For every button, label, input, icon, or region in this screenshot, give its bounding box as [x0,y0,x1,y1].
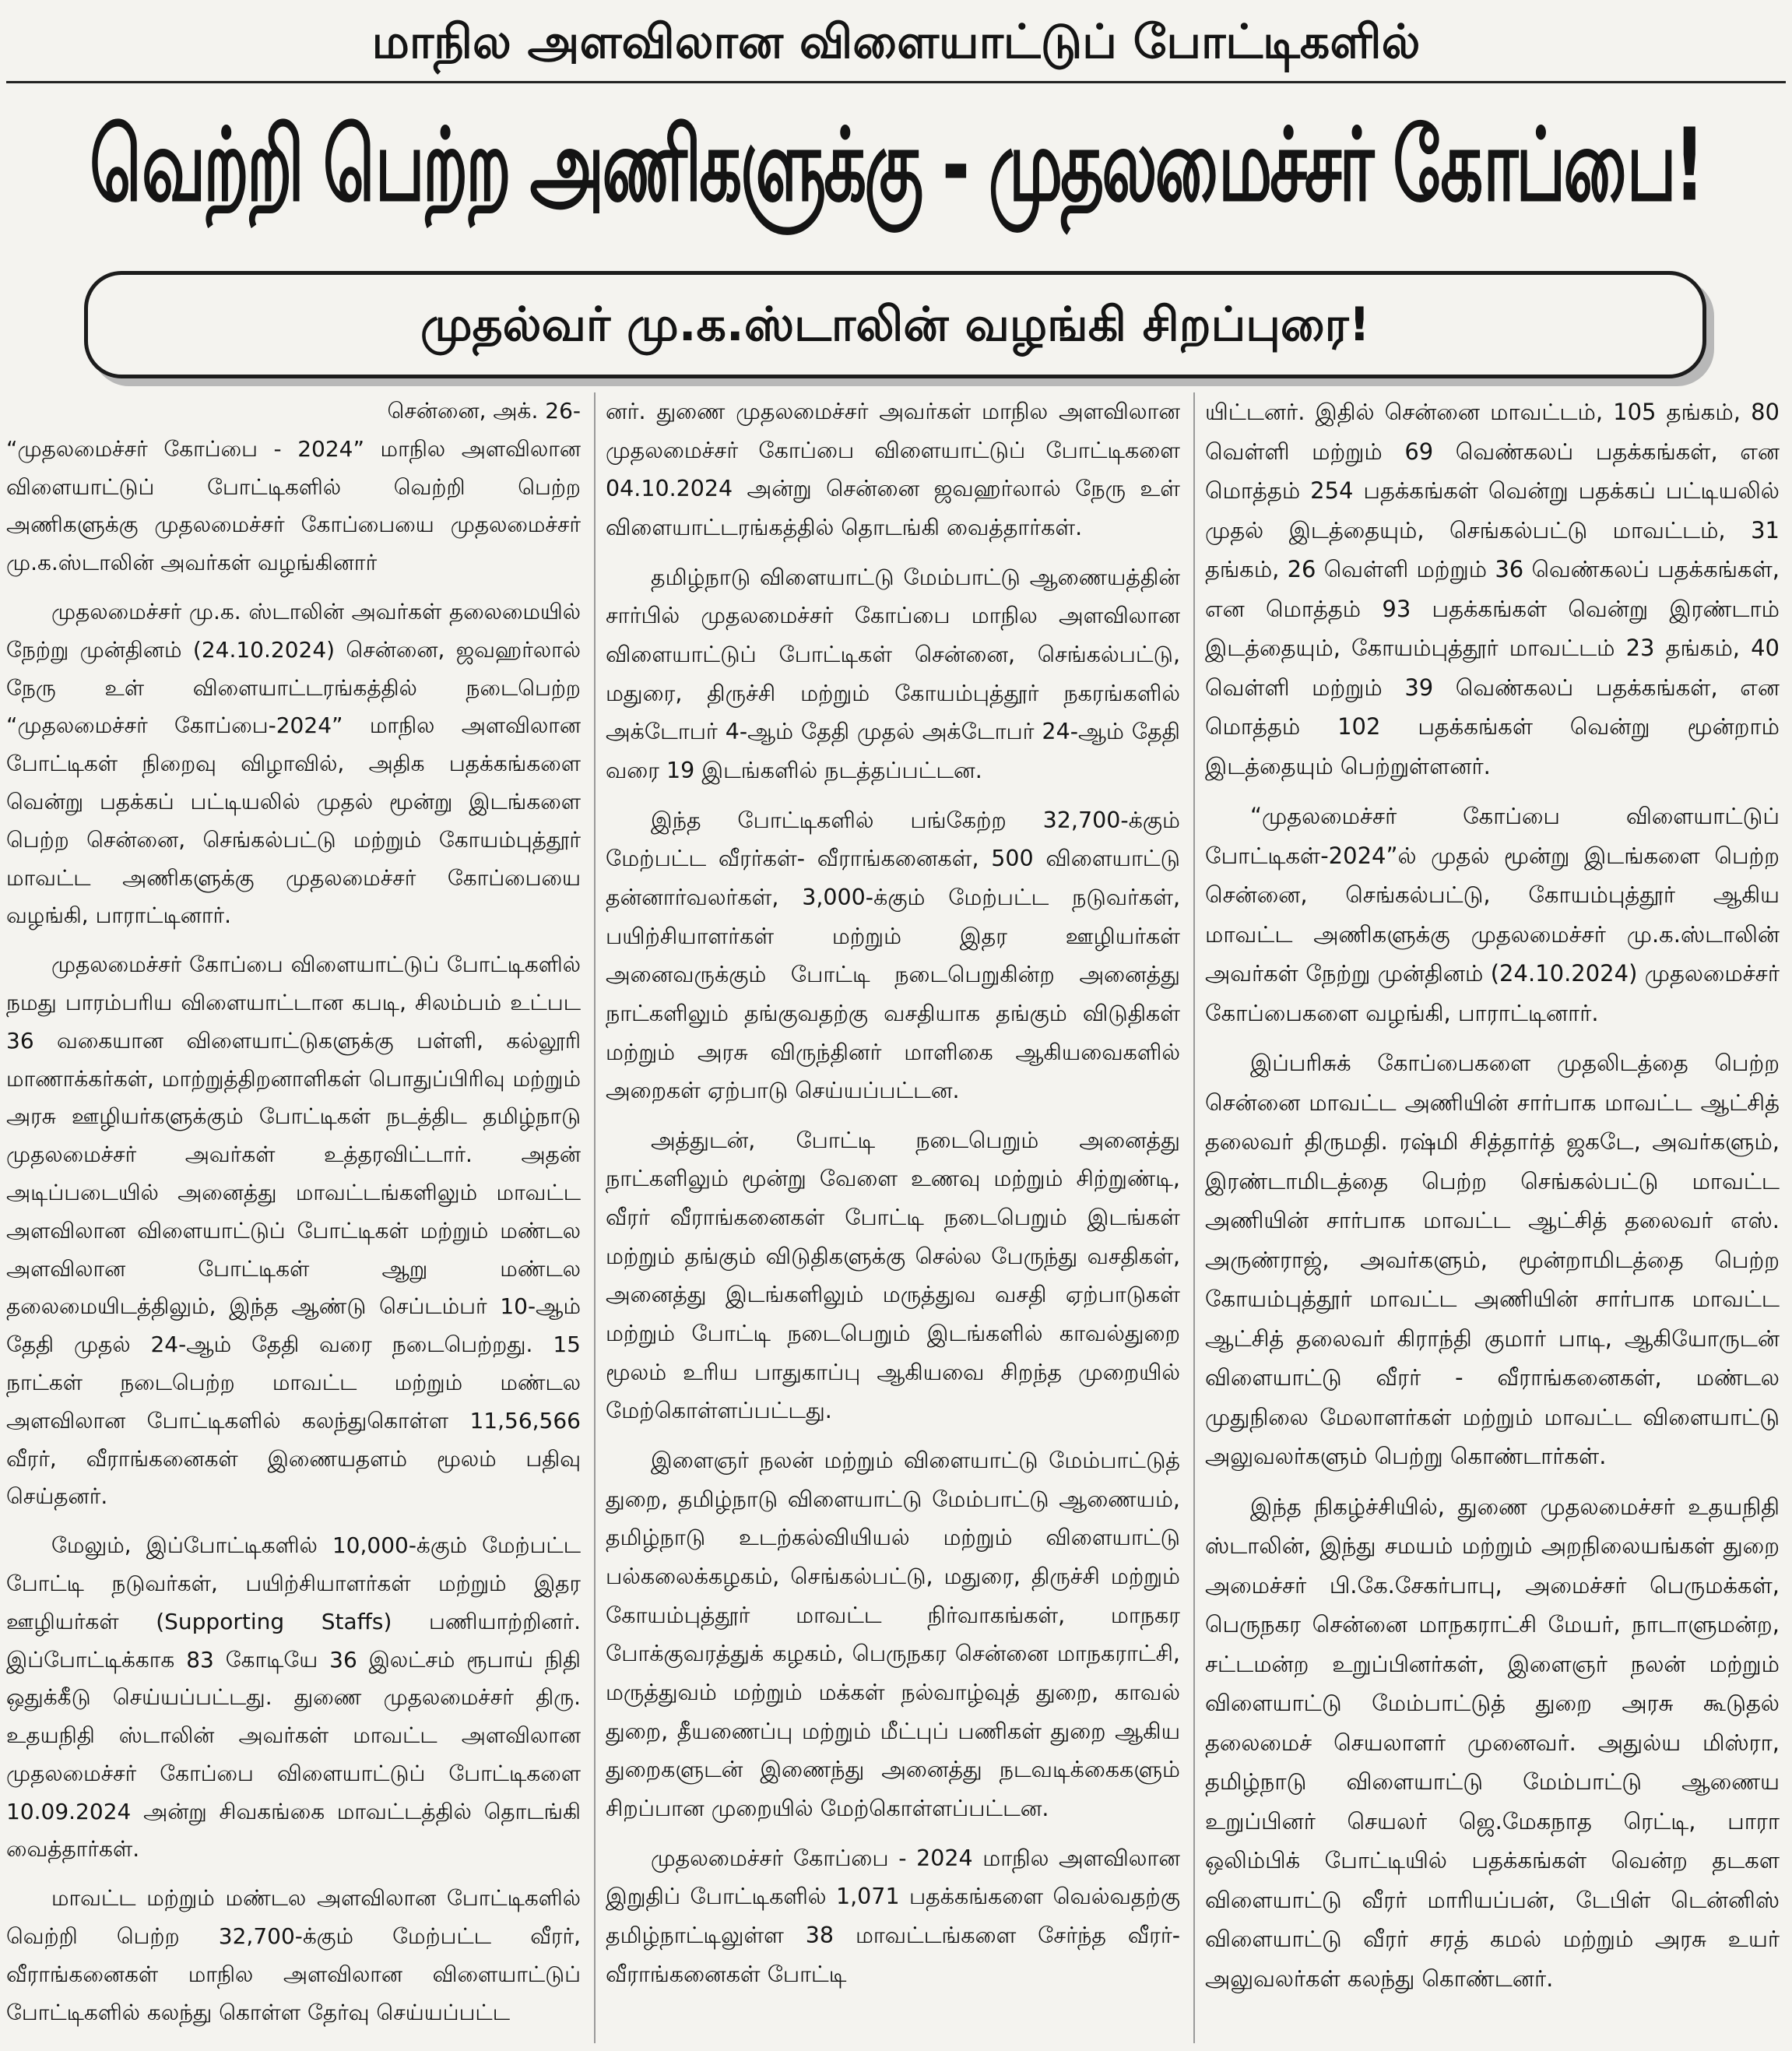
article-paragraph: இப்பரிசுக் கோப்பைகளை முதலிடத்தை பெற்ற சென்னை மாவட்ட அணியின் சார்பாக மாவட்ட ஆட்சித் தலைவர் திருமதி. ரஷ்மி சித்தார்த் ஜகடே, அவர்களும், இரண்டாமிடத்தை பெற்ற செங்கல்பட்டு மாவட்ட அணியின் சார்பாக மாவட்ட ஆட்சித் தலைவர் எஸ். அருண்ராஜ், அவர்களும், மூன்றாமிடத்தை பெற்ற கோயம்புத்தூர் மாவட்ட அணியின் சார்பாக மாவட்ட ஆட்சித் தலைவர் கிராந்தி குமார் பாடி, ஆகியோருடன் விளையாட்டு வீரர் - வீராங்கனைகள், மண்டல முதுநிலை மேலாளர்கள் மற்றும் மாவட்ட விளையாட்டு அலுவலர்களும் பெற்று கொண்டார்கள். [1205,1050,1780,1469]
article-paragraph: யிட்டனர். இதில் சென்னை மாவட்டம், 105 தங்கம், 80 வெள்ளி மற்றும் 69 வெண்கலப் பதக்கங்கள், என மொத்தம் 254 பதக்கங்கள் வென்று பதக்கப் பட்டியலில் முதல் இடத்தையும், செங்கல்பட்டு மாவட்டம், 31 தங்கம், 26 வெள்ளி மற்றும் 36 வெண்கலப் பதக்கங்கள், என மொத்தம் 93 பதக்கங்கள் வென்று இரண்டாம் இடத்தையும், கோயம்புத்தூர் மாவட்டம் 23 தங்கம், 40 வெள்ளி மற்றும் 39 வெண்கலப் பதக்கங்கள், என மொத்தம் 102 பதக்கங்கள் வென்று மூன்றாம் இடத்தையும் பெற்றுள்ளனர். [1205,399,1780,779]
article-paragraph: இந்த போட்டிகளில் பங்கேற்ற 32,700-க்கும் மேற்பட்ட வீரர்கள்- வீராங்கனைகள், 500 விளையாட்டு தன்னார்வலர்கள், 3,000-க்கும் மேற்பட்ட நடுவர்கள், பயிற்சியாளர்கள் மற்றும் இதர ஊழியர்கள் அனைவருக்கும் போட்டி நடைபெறுகின்ற அனைத்து நாட்களிலும் தங்குவதற்கு வசதியாக தங்கும் விடுதிகள் மற்றும் அரசு விருந்தினர் மாளிகை ஆகியவைகளில் அறைகள் ஏற்பாடு செய்யப்பட்டன. [606,807,1180,1104]
article-column-3 [1205,392,1780,2043]
column-divider [594,392,596,2043]
subhead-box [84,271,1706,378]
article-paragraph: அத்துடன், போட்டி நடைபெறும் அனைத்து நாட்களிலும் மூன்று வேளை உணவு மற்றும் சிற்றுண்டி, வீரர் வீராங்கனைகள் போட்டி நடைபெறும் இடங்கள் மற்றும் தங்கும் விடுதிகளுக்கு செல்ல பேருந்து வசதிகள், அனைத்து இடங்களிலும் மருத்துவ வசதி ஏற்பாடுகள் மற்றும் போட்டி நடைபெறும் இடங்களில் காவல்துறை மூலம் உரிய பாதுகாப்பு ஆகியவை சிறந்த முறையில் மேற்கொள்ளப்பட்டது. [606,1127,1180,1424]
article-paragraph: னர். துணை முதலமைச்சர் அவர்கள் மாநில அளவிலான முதலமைச்சர் கோப்பை விளையாட்டுப் போட்டிகளை 04.10.2024 அன்று சென்னை ஜவஹர்லால் நேரு உள் விளையாட்டரங்கத்தில் தொடங்கி வைத்தார்கள். [606,399,1180,540]
subhead: முதல்வர் மு.க.ஸ்டாலின் வழங்கி சிறப்புரை! [420,297,1371,352]
kicker-headline: மாநில அளவிலான விளையாட்டுப் போட்டிகளில் [371,15,1421,69]
article-paragraph: மேலும், இப்போட்டிகளில் 10,000-க்கும் மேற்பட்ட போட்டி நடுவர்கள், பயிற்சியாளர்கள் மற்றும் இதர ஊழியர்கள் (Supporting Staffs) பணியாற்றினர். இப்போட்டிக்காக 83 கோடியே 36 இலட்சம் ரூபாய் நிதி ஒதுக்கீடு செய்யப்பட்டது. துணை முதலமைச்சர் திரு. உதயநிதி ஸ்டாலின் அவர்கள் மாவட்ட அளவிலான முதலமைச்சர் கோப்பை விளையாட்டுப் போட்டிகளை 10.09.2024 அன்று சிவகங்கை மாவட்டத்தில் தொடங்கி வைத்தார்கள். [6,1532,581,1863]
article-column-1 [6,392,581,2043]
dateline: சென்னை, அக். 26- [387,398,581,424]
main-headline: வெற்றி பெற்ற அணிகளுக்கு - முதலமைச்சர் கோப்பை! [90,107,1702,224]
column-divider [1193,392,1195,2043]
article-column-2 [606,392,1180,2043]
article-paragraph: முதலமைச்சர் கோப்பை விளையாட்டுப் போட்டிகளில் நமது பாரம்பரிய விளையாட்டான கபடி, சிலம்பம் உட்பட 36 வகையான விளையாட்டுகளுக்கு பள்ளி, கல்லூரி மாணாக்கர்கள், மாற்றுத்திறனாளிகள் பொதுப்பிரிவு மற்றும் அரசு ஊழியர்களுக்கும் போட்டிகள் நடத்திட தமிழ்நாடு முதலமைச்சர் அவர்கள் உத்தரவிட்டார். அதன் அடிப்படையில் அனைத்து மாவட்டங்களிலும் மாவட்ட அளவிலான விளையாட்டுப் போட்டிகள் மற்றும் மண்டல அளவிலான போட்டிகள் ஆறு மண்டல தலைமையிடத்திலும், இந்த ஆண்டு செப்டம்பர் 10-ஆம் தேதி முதல் 24-ஆம் தேதி வரை நடைபெற்றது. 15 நாட்கள் நடைபெற்ற மாவட்ட மற்றும் மண்டல அளவிலான போட்டிகளில் கலந்துகொள்ள 11,56,566 வீரர், வீராங்கனைகள் இணையதளம் மூலம் பதிவு செய்தனர். [6,952,581,1510]
article-paragraph: மாவட்ட மற்றும் மண்டல அளவிலான போட்டிகளில் வெற்றி பெற்ற 32,700-க்கும் மேற்பட்ட வீரர், வீராங்கனைகள் மாநில அளவிலான விளையாட்டுப் போட்டிகளில் கலந்து கொள்ள தேர்வு செய்யப்பட்ட [6,1885,581,2025]
article-paragraph: முதலமைச்சர் மு.க. ஸ்டாலின் அவர்கள் தலைமையில் நேற்று முன்தினம் (24.10.2024) சென்னை, ஜவஹர்லால் நேரு உள் விளையாட்டரங்கத்தில் நடைபெற்ற “முதலமைச்சர் கோப்பை-2024” மாநில அளவிலான போட்டிகள் நிறைவு விழாவில், அதிக பதக்கங்களை வென்று பதக்கப் பட்டியலில் முதல் மூன்று இடங்களை பெற்ற சென்னை, செங்கல்பட்டு மற்றும் கோயம்புத்தூர் மாவட்ட அணிகளுக்கு முதலமைச்சர் கோப்பையை வழங்கி, பாராட்டினார். [6,598,581,929]
article-paragraph: முதலமைச்சர் கோப்பை - 2024 மாநில அளவிலான இறுதிப் போட்டிகளில் 1,071 பதக்கங்களை வெல்வதற்கு தமிழ்நாட்டிலுள்ள 38 மாவட்டங்களை சேர்ந்த வீரர்-வீராங்கனைகள் போட்டி [606,1845,1180,1987]
article-paragraph: “முதலமைச்சர் கோப்பை விளையாட்டுப் போட்டிகள்-2024”ல் முதல் மூன்று இடங்களை பெற்ற சென்னை, செங்கல்பட்டு, கோயம்புத்தூர் ஆகிய மாவட்ட அணிகளுக்கு முதலமைச்சர் மு.க.ஸ்டாலின் அவர்கள் நேற்று முன்தினம் (24.10.2024) முதலமைச்சர் கோப்பைகளை வழங்கி, பாராட்டினார். [1205,803,1780,1026]
article-paragraph: இந்த நிகழ்ச்சியில், துணை முதலமைச்சர் உதயநிதி ஸ்டாலின், இந்து சமயம் மற்றும் அறநிலையங்கள் துறை அமைச்சர் பி.கே.சேகர்பாபு, அமைச்சர் பெருமக்கள், பெருநகர சென்னை மாநகராட்சி மேயர், நாடாளுமன்ற, சட்டமன்ற உறுப்பினர்கள், இளைஞர் நலன் மற்றும் விளையாட்டு மேம்பாட்டுத் துறை அரசு கூடுதல் தலைமைச் செயலாளர் முனைவர். அதுல்ய மிஸ்ரா, தமிழ்நாடு விளையாட்டு மேம்பாட்டு ஆணைய உறுப்பினர் செயலர் ஜெ.மேகநாத ரெட்டி, பாரா ஒலிம்பிக் போட்டியில் பதக்கங்கள் வென்ற தடகள விளையாட்டு வீரர் மாரியப்பன், டேபிள் டென்னிஸ் விளையாட்டு வீரர் சரத் கமல் மற்றும் அரசு உயர் அலுவலர்கள் கலந்து கொண்டனர். [1205,1493,1780,1992]
article-paragraph: இளைஞர் நலன் மற்றும் விளையாட்டு மேம்பாட்டுத் துறை, தமிழ்நாடு விளையாட்டு மேம்பாட்டு ஆணையம், தமிழ்நாடு உடற்கல்வியியல் மற்றும் விளையாட்டு பல்கலைக்கழகம், செங்கல்பட்டு, மதுரை, திருச்சி மற்றும் கோயம்புத்தூர் மாவட்ட நிர்வாகங்கள், மாநகர போக்குவரத்துக் கழகம், பெருநகர சென்னை மாநகராட்சி, மருத்துவம் மற்றும் மக்கள் நல்வாழ்வுத் துறை, காவல் துறை, தீயணைப்பு மற்றும் மீட்புப் பணிகள் துறை ஆகிய துறைகளுடன் இணைந்து அனைத்து நடவடிக்கைகளும் சிறப்பான முறையில் மேற்கொள்ளப்பட்டன. [606,1448,1180,1821]
article-paragraph: தமிழ்நாடு விளையாட்டு மேம்பாட்டு ஆணையத்தின் சார்பில் முதலமைச்சர் கோப்பை மாநில அளவிலான விளையாட்டுப் போட்டிகள் சென்னை, செங்கல்பட்டு, மதுரை, திருச்சி மற்றும் கோயம்புத்தூர் நகரங்களில் அக்டோபர் 4-ஆம் தேதி முதல் அக்டோபர் 24-ஆம் தேதி வரை 19 இடங்களில் நடத்தப்பட்டன. [606,564,1180,783]
article-paragraph: “முதலமைச்சர் கோப்பை - 2024” மாநில அளவிலான விளையாட்டுப் போட்டிகளில் வெற்றி பெற்ற அணிகளுக்கு முதலமைச்சர் கோப்பையை முதலமைச்சர் மு.க.ஸ்டாலின் அவர்கள் வழங்கினார் [6,435,581,576]
